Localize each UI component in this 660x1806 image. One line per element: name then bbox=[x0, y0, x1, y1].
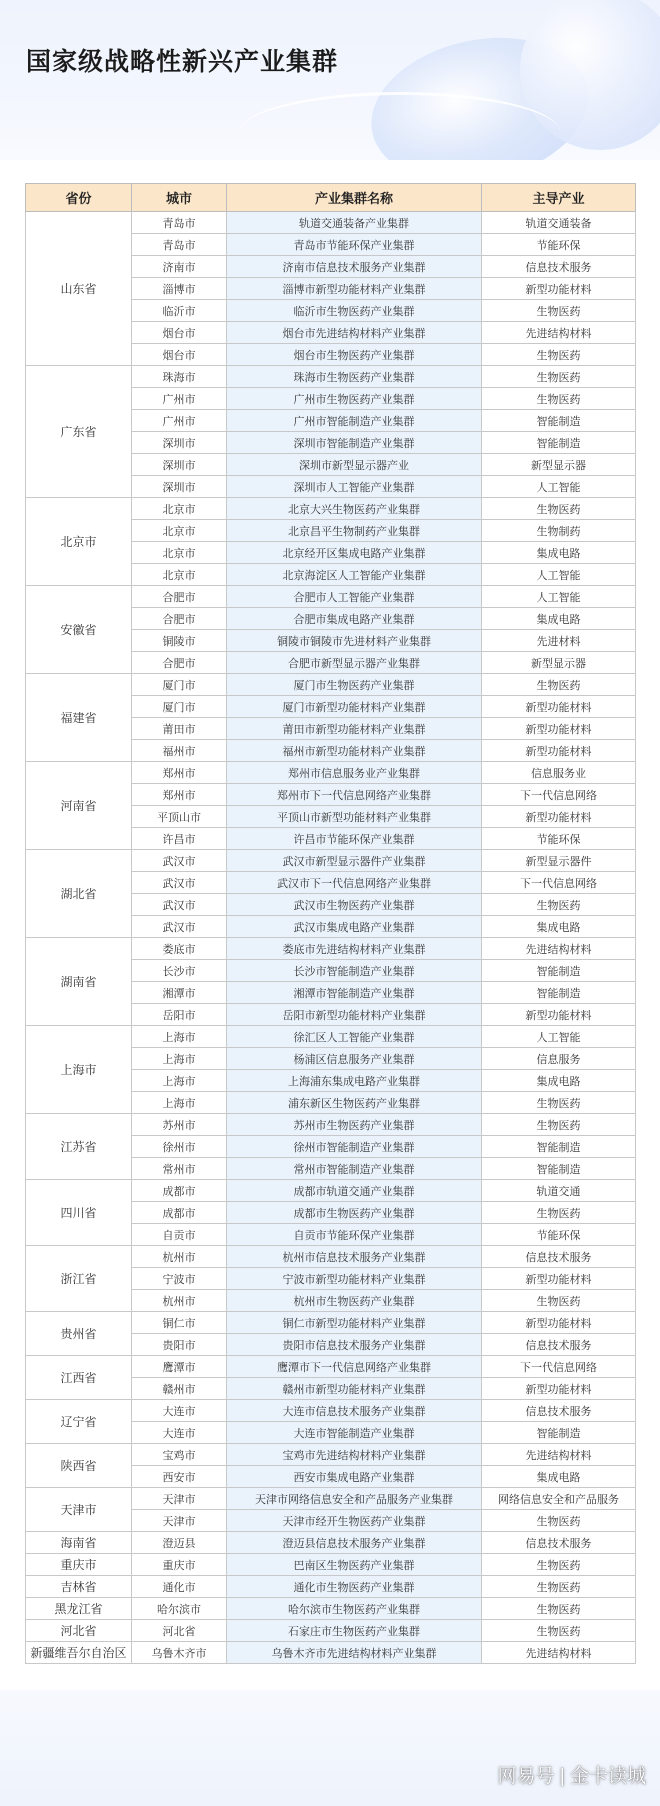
city-cell: 武汉市 bbox=[132, 872, 227, 894]
leading-industry-cell: 生物医药 bbox=[482, 1290, 636, 1312]
cluster-name-cell: 鹰潭市下一代信息网络产业集群 bbox=[227, 1356, 482, 1378]
leading-industry-cell: 先进结构材料 bbox=[482, 1642, 636, 1664]
leading-industry-cell: 生物医药 bbox=[482, 1576, 636, 1598]
table-row bbox=[26, 1026, 636, 1048]
cluster-name-cell: 常州市智能制造产业集群 bbox=[227, 1158, 482, 1180]
cluster-name-cell: 石家庄市生物医药产业集群 bbox=[227, 1620, 482, 1642]
cluster-name-cell: 北京昌平生物制药产业集群 bbox=[227, 520, 482, 542]
province-cell: 上海市 bbox=[26, 1026, 132, 1114]
city-cell: 福州市 bbox=[132, 740, 227, 762]
footer-band bbox=[0, 1690, 660, 1806]
leading-industry-cell: 智能制造 bbox=[482, 1422, 636, 1444]
leading-industry-cell: 生物医药 bbox=[482, 1114, 636, 1136]
city-cell: 珠海市 bbox=[132, 366, 227, 388]
city-cell: 澄迈县 bbox=[132, 1532, 227, 1554]
leading-industry-cell: 信息技术服务 bbox=[482, 1532, 636, 1554]
header-city: 城市 bbox=[132, 184, 227, 212]
city-cell: 上海市 bbox=[132, 1092, 227, 1114]
city-cell: 大连市 bbox=[132, 1400, 227, 1422]
leading-industry-cell: 新型功能材料 bbox=[482, 1312, 636, 1334]
cluster-name-cell: 莆田市新型功能材料产业集群 bbox=[227, 718, 482, 740]
province-cell: 四川省 bbox=[26, 1180, 132, 1246]
leading-industry-cell: 下一代信息网络 bbox=[482, 872, 636, 894]
province-cell: 河北省 bbox=[26, 1620, 132, 1642]
leading-industry-cell: 新型显示器 bbox=[482, 652, 636, 674]
city-cell: 郑州市 bbox=[132, 762, 227, 784]
leading-industry-cell: 轨道交通装备 bbox=[482, 212, 636, 234]
city-cell: 临沂市 bbox=[132, 300, 227, 322]
city-cell: 赣州市 bbox=[132, 1378, 227, 1400]
table-row bbox=[26, 1400, 636, 1422]
leading-industry-cell: 新型功能材料 bbox=[482, 696, 636, 718]
leading-industry-cell: 新型功能材料 bbox=[482, 740, 636, 762]
cluster-name-cell: 铜仁市新型功能材料产业集群 bbox=[227, 1312, 482, 1334]
header-leading-industry: 主导产业 bbox=[482, 184, 636, 212]
leading-industry-cell: 人工智能 bbox=[482, 586, 636, 608]
cluster-name-cell: 乌鲁木齐市先进结构材料产业集群 bbox=[227, 1642, 482, 1664]
cluster-name-cell: 大连市智能制造产业集群 bbox=[227, 1422, 482, 1444]
city-cell: 莆田市 bbox=[132, 718, 227, 740]
city-cell: 深圳市 bbox=[132, 454, 227, 476]
province-cell: 湖北省 bbox=[26, 850, 132, 938]
leading-industry-cell: 生物医药 bbox=[482, 366, 636, 388]
city-cell: 哈尔滨市 bbox=[132, 1598, 227, 1620]
province-cell: 江西省 bbox=[26, 1356, 132, 1400]
cluster-name-cell: 大连市信息技术服务产业集群 bbox=[227, 1400, 482, 1422]
cluster-name-cell: 浦东新区生物医药产业集群 bbox=[227, 1092, 482, 1114]
leading-industry-cell: 先进材料 bbox=[482, 630, 636, 652]
cluster-name-cell: 铜陵市铜陵市先进材料产业集群 bbox=[227, 630, 482, 652]
city-cell: 武汉市 bbox=[132, 850, 227, 872]
city-cell: 烟台市 bbox=[132, 322, 227, 344]
cluster-name-cell: 合肥市集成电路产业集群 bbox=[227, 608, 482, 630]
cluster-name-cell: 通化市生物医药产业集群 bbox=[227, 1576, 482, 1598]
leading-industry-cell: 智能制造 bbox=[482, 1136, 636, 1158]
table-row bbox=[26, 212, 636, 234]
city-cell: 许昌市 bbox=[132, 828, 227, 850]
leading-industry-cell: 生物医药 bbox=[482, 344, 636, 366]
cluster-name-cell: 临沂市生物医药产业集群 bbox=[227, 300, 482, 322]
leading-industry-cell: 信息服务 bbox=[482, 1048, 636, 1070]
cluster-name-cell: 武汉市集成电路产业集群 bbox=[227, 916, 482, 938]
leading-industry-cell: 生物医药 bbox=[482, 1092, 636, 1114]
city-cell: 北京市 bbox=[132, 498, 227, 520]
cluster-name-cell: 青岛市节能环保产业集群 bbox=[227, 234, 482, 256]
leading-industry-cell: 轨道交通 bbox=[482, 1180, 636, 1202]
cluster-name-cell: 成都市生物医药产业集群 bbox=[227, 1202, 482, 1224]
cluster-name-cell: 徐汇区人工智能产业集群 bbox=[227, 1026, 482, 1048]
city-cell: 杭州市 bbox=[132, 1290, 227, 1312]
leading-industry-cell: 生物医药 bbox=[482, 388, 636, 410]
city-cell: 成都市 bbox=[132, 1180, 227, 1202]
table-row bbox=[26, 586, 636, 608]
city-cell: 常州市 bbox=[132, 1158, 227, 1180]
cluster-name-cell: 贵阳市信息技术服务产业集群 bbox=[227, 1334, 482, 1356]
leading-industry-cell: 节能环保 bbox=[482, 234, 636, 256]
cluster-name-cell: 天津市经开生物医药产业集群 bbox=[227, 1510, 482, 1532]
province-cell: 陕西省 bbox=[26, 1444, 132, 1488]
table-row bbox=[26, 498, 636, 520]
leading-industry-cell: 信息服务业 bbox=[482, 762, 636, 784]
city-cell: 平顶山市 bbox=[132, 806, 227, 828]
table-row bbox=[26, 1246, 636, 1268]
cluster-name-cell: 赣州市新型功能材料产业集群 bbox=[227, 1378, 482, 1400]
cluster-name-cell: 武汉市生物医药产业集群 bbox=[227, 894, 482, 916]
header-banner bbox=[0, 0, 660, 160]
cluster-name-cell: 厦门市新型功能材料产业集群 bbox=[227, 696, 482, 718]
cluster-name-cell: 哈尔滨市生物医药产业集群 bbox=[227, 1598, 482, 1620]
cluster-name-cell: 娄底市先进结构材料产业集群 bbox=[227, 938, 482, 960]
leading-industry-cell: 人工智能 bbox=[482, 1026, 636, 1048]
city-cell: 铜仁市 bbox=[132, 1312, 227, 1334]
leading-industry-cell: 新型功能材料 bbox=[482, 1378, 636, 1400]
city-cell: 徐州市 bbox=[132, 1136, 227, 1158]
province-cell: 新疆维吾尔自治区 bbox=[26, 1642, 132, 1664]
city-cell: 上海市 bbox=[132, 1026, 227, 1048]
city-cell: 长沙市 bbox=[132, 960, 227, 982]
city-cell: 湘潭市 bbox=[132, 982, 227, 1004]
cluster-name-cell: 合肥市新型显示器产业集群 bbox=[227, 652, 482, 674]
cluster-name-cell: 徐州市智能制造产业集群 bbox=[227, 1136, 482, 1158]
leading-industry-cell: 生物医药 bbox=[482, 1554, 636, 1576]
province-cell: 天津市 bbox=[26, 1488, 132, 1532]
cluster-name-cell: 北京大兴生物医药产业集群 bbox=[227, 498, 482, 520]
city-cell: 合肥市 bbox=[132, 586, 227, 608]
city-cell: 广州市 bbox=[132, 410, 227, 432]
leading-industry-cell: 节能环保 bbox=[482, 828, 636, 850]
leading-industry-cell: 生物制药 bbox=[482, 520, 636, 542]
table-row bbox=[26, 1488, 636, 1510]
leading-industry-cell: 新型功能材料 bbox=[482, 718, 636, 740]
leading-industry-cell: 新型功能材料 bbox=[482, 806, 636, 828]
leading-industry-cell: 智能制造 bbox=[482, 960, 636, 982]
header-cluster-name: 产业集群名称 bbox=[227, 184, 482, 212]
city-cell: 广州市 bbox=[132, 388, 227, 410]
table-row bbox=[26, 938, 636, 960]
city-cell: 大连市 bbox=[132, 1422, 227, 1444]
leading-industry-cell: 信息技术服务 bbox=[482, 1400, 636, 1422]
cluster-name-cell: 济南市信息技术服务产业集群 bbox=[227, 256, 482, 278]
leading-industry-cell: 智能制造 bbox=[482, 410, 636, 432]
leading-industry-cell: 信息技术服务 bbox=[482, 256, 636, 278]
leading-industry-cell: 集成电路 bbox=[482, 608, 636, 630]
leading-industry-cell: 信息技术服务 bbox=[482, 1246, 636, 1268]
leading-industry-cell: 生物医药 bbox=[482, 1202, 636, 1224]
leading-industry-cell: 生物医药 bbox=[482, 674, 636, 696]
province-cell: 吉林省 bbox=[26, 1576, 132, 1598]
city-cell: 乌鲁木齐市 bbox=[132, 1642, 227, 1664]
cluster-name-cell: 武汉市新型显示器件产业集群 bbox=[227, 850, 482, 872]
table-row bbox=[26, 850, 636, 872]
cluster-name-cell: 成都市轨道交通产业集群 bbox=[227, 1180, 482, 1202]
cluster-name-cell: 自贡市节能环保产业集群 bbox=[227, 1224, 482, 1246]
leading-industry-cell: 智能制造 bbox=[482, 432, 636, 454]
province-cell: 福建省 bbox=[26, 674, 132, 762]
city-cell: 合肥市 bbox=[132, 608, 227, 630]
city-cell: 上海市 bbox=[132, 1070, 227, 1092]
city-cell: 岳阳市 bbox=[132, 1004, 227, 1026]
table-row bbox=[26, 1356, 636, 1378]
province-cell: 重庆市 bbox=[26, 1554, 132, 1576]
city-cell: 烟台市 bbox=[132, 344, 227, 366]
leading-industry-cell: 下一代信息网络 bbox=[482, 1356, 636, 1378]
city-cell: 贵阳市 bbox=[132, 1334, 227, 1356]
city-cell: 北京市 bbox=[132, 542, 227, 564]
table-row bbox=[26, 1180, 636, 1202]
province-cell: 广东省 bbox=[26, 366, 132, 498]
province-cell: 山东省 bbox=[26, 212, 132, 366]
cluster-name-cell: 巴南区生物医药产业集群 bbox=[227, 1554, 482, 1576]
cluster-name-cell: 淄博市新型功能材料产业集群 bbox=[227, 278, 482, 300]
leading-industry-cell: 先进结构材料 bbox=[482, 938, 636, 960]
leading-industry-cell: 生物医药 bbox=[482, 300, 636, 322]
table-row bbox=[26, 1114, 636, 1136]
cluster-name-cell: 杭州市信息技术服务产业集群 bbox=[227, 1246, 482, 1268]
leading-industry-cell: 集成电路 bbox=[482, 1466, 636, 1488]
cluster-name-cell: 郑州市信息服务业产业集群 bbox=[227, 762, 482, 784]
table-row bbox=[26, 674, 636, 696]
cluster-name-cell: 深圳市人工智能产业集群 bbox=[227, 476, 482, 498]
city-cell: 娄底市 bbox=[132, 938, 227, 960]
leading-industry-cell: 节能环保 bbox=[482, 1224, 636, 1246]
leading-industry-cell: 网络信息安全和产品服务 bbox=[482, 1488, 636, 1510]
cluster-name-cell: 杭州市生物医药产业集群 bbox=[227, 1290, 482, 1312]
city-cell: 通化市 bbox=[132, 1576, 227, 1598]
province-cell: 辽宁省 bbox=[26, 1400, 132, 1444]
cluster-name-cell: 北京经开区集成电路产业集群 bbox=[227, 542, 482, 564]
city-cell: 重庆市 bbox=[132, 1554, 227, 1576]
city-cell: 铜陵市 bbox=[132, 630, 227, 652]
table-row bbox=[26, 1598, 636, 1620]
cluster-name-cell: 澄迈县信息技术服务产业集群 bbox=[227, 1532, 482, 1554]
leading-industry-cell: 生物医药 bbox=[482, 1598, 636, 1620]
city-cell: 青岛市 bbox=[132, 212, 227, 234]
cluster-table-container bbox=[25, 183, 635, 1664]
city-cell: 青岛市 bbox=[132, 234, 227, 256]
cluster-name-cell: 珠海市生物医药产业集群 bbox=[227, 366, 482, 388]
leading-industry-cell: 下一代信息网络 bbox=[482, 784, 636, 806]
table-row bbox=[26, 1532, 636, 1554]
leading-industry-cell: 先进结构材料 bbox=[482, 1444, 636, 1466]
cluster-name-cell: 武汉市下一代信息网络产业集群 bbox=[227, 872, 482, 894]
leading-industry-cell: 生物医药 bbox=[482, 1620, 636, 1642]
table-row bbox=[26, 1444, 636, 1466]
cluster-name-cell: 许昌市节能环保产业集群 bbox=[227, 828, 482, 850]
table-row bbox=[26, 1620, 636, 1642]
city-cell: 苏州市 bbox=[132, 1114, 227, 1136]
leading-industry-cell: 集成电路 bbox=[482, 1070, 636, 1092]
city-cell: 杭州市 bbox=[132, 1246, 227, 1268]
city-cell: 淄博市 bbox=[132, 278, 227, 300]
leading-industry-cell: 智能制造 bbox=[482, 1158, 636, 1180]
province-cell: 黑龙江省 bbox=[26, 1598, 132, 1620]
city-cell: 河北省 bbox=[132, 1620, 227, 1642]
city-cell: 自贡市 bbox=[132, 1224, 227, 1246]
leading-industry-cell: 生物医药 bbox=[482, 1510, 636, 1532]
cluster-name-cell: 西安市集成电路产业集群 bbox=[227, 1466, 482, 1488]
cluster-table bbox=[25, 183, 636, 1664]
cluster-name-cell: 广州市智能制造产业集群 bbox=[227, 410, 482, 432]
city-cell: 宁波市 bbox=[132, 1268, 227, 1290]
city-cell: 济南市 bbox=[132, 256, 227, 278]
cluster-name-cell: 轨道交通装备产业集群 bbox=[227, 212, 482, 234]
province-cell: 安徽省 bbox=[26, 586, 132, 674]
cluster-name-cell: 平顶山市新型功能材料产业集群 bbox=[227, 806, 482, 828]
cluster-name-cell: 苏州市生物医药产业集群 bbox=[227, 1114, 482, 1136]
province-cell: 海南省 bbox=[26, 1532, 132, 1554]
leading-industry-cell: 人工智能 bbox=[482, 564, 636, 586]
city-cell: 深圳市 bbox=[132, 476, 227, 498]
page-title: 国家级战略性新兴产业集群 bbox=[26, 48, 339, 76]
city-cell: 天津市 bbox=[132, 1510, 227, 1532]
province-cell: 江苏省 bbox=[26, 1114, 132, 1180]
city-cell: 西安市 bbox=[132, 1466, 227, 1488]
table-row bbox=[26, 1642, 636, 1664]
city-cell: 上海市 bbox=[132, 1048, 227, 1070]
table-header-row bbox=[26, 184, 636, 212]
header-province: 省份 bbox=[26, 184, 132, 212]
cluster-name-cell: 岳阳市新型功能材料产业集群 bbox=[227, 1004, 482, 1026]
province-cell: 浙江省 bbox=[26, 1246, 132, 1312]
city-cell: 天津市 bbox=[132, 1488, 227, 1510]
leading-industry-cell: 新型功能材料 bbox=[482, 1004, 636, 1026]
leading-industry-cell: 新型功能材料 bbox=[482, 1268, 636, 1290]
cluster-name-cell: 合肥市人工智能产业集群 bbox=[227, 586, 482, 608]
leading-industry-cell: 人工智能 bbox=[482, 476, 636, 498]
leading-industry-cell: 智能制造 bbox=[482, 982, 636, 1004]
city-cell: 郑州市 bbox=[132, 784, 227, 806]
province-cell: 贵州省 bbox=[26, 1312, 132, 1356]
cluster-name-cell: 郑州市下一代信息网络产业集群 bbox=[227, 784, 482, 806]
leading-industry-cell: 生物医药 bbox=[482, 498, 636, 520]
city-cell: 厦门市 bbox=[132, 674, 227, 696]
cluster-name-cell: 烟台市生物医药产业集群 bbox=[227, 344, 482, 366]
table-row bbox=[26, 1554, 636, 1576]
leading-industry-cell: 生物医药 bbox=[482, 894, 636, 916]
cluster-name-cell: 烟台市先进结构材料产业集群 bbox=[227, 322, 482, 344]
city-cell: 成都市 bbox=[132, 1202, 227, 1224]
cluster-name-cell: 长沙市智能制造产业集群 bbox=[227, 960, 482, 982]
city-cell: 宝鸡市 bbox=[132, 1444, 227, 1466]
cluster-name-cell: 杨浦区信息服务产业集群 bbox=[227, 1048, 482, 1070]
province-cell: 湖南省 bbox=[26, 938, 132, 1026]
city-cell: 武汉市 bbox=[132, 894, 227, 916]
province-cell: 北京市 bbox=[26, 498, 132, 586]
city-cell: 厦门市 bbox=[132, 696, 227, 718]
city-cell: 北京市 bbox=[132, 520, 227, 542]
leading-industry-cell: 信息技术服务 bbox=[482, 1334, 636, 1356]
cluster-name-cell: 上海浦东集成电路产业集群 bbox=[227, 1070, 482, 1092]
leading-industry-cell: 集成电路 bbox=[482, 916, 636, 938]
cluster-name-cell: 深圳市新型显示器产业 bbox=[227, 454, 482, 476]
table-body bbox=[26, 212, 636, 1664]
city-cell: 北京市 bbox=[132, 564, 227, 586]
city-cell: 鹰潭市 bbox=[132, 1356, 227, 1378]
city-cell: 合肥市 bbox=[132, 652, 227, 674]
table-row bbox=[26, 366, 636, 388]
cluster-name-cell: 广州市生物医药产业集群 bbox=[227, 388, 482, 410]
cluster-name-cell: 宝鸡市先进结构材料产业集群 bbox=[227, 1444, 482, 1466]
cluster-name-cell: 北京海淀区人工智能产业集群 bbox=[227, 564, 482, 586]
cluster-name-cell: 湘潭市智能制造产业集群 bbox=[227, 982, 482, 1004]
cluster-name-cell: 宁波市新型功能材料产业集群 bbox=[227, 1268, 482, 1290]
cluster-name-cell: 福州市新型功能材料产业集群 bbox=[227, 740, 482, 762]
province-cell: 河南省 bbox=[26, 762, 132, 850]
city-cell: 深圳市 bbox=[132, 432, 227, 454]
leading-industry-cell: 先进结构材料 bbox=[482, 322, 636, 344]
table-row bbox=[26, 762, 636, 784]
table-row bbox=[26, 1576, 636, 1598]
city-cell: 武汉市 bbox=[132, 916, 227, 938]
cluster-name-cell: 厦门市生物医药产业集群 bbox=[227, 674, 482, 696]
leading-industry-cell: 新型显示器件 bbox=[482, 850, 636, 872]
table-row bbox=[26, 1312, 636, 1334]
leading-industry-cell: 新型显示器 bbox=[482, 454, 636, 476]
leading-industry-cell: 集成电路 bbox=[482, 542, 636, 564]
cluster-name-cell: 天津市网络信息安全和产品服务产业集群 bbox=[227, 1488, 482, 1510]
leading-industry-cell: 新型功能材料 bbox=[482, 278, 636, 300]
watermark-text: 网易号 | 金卡读城 bbox=[497, 1766, 646, 1787]
cluster-name-cell: 深圳市智能制造产业集群 bbox=[227, 432, 482, 454]
